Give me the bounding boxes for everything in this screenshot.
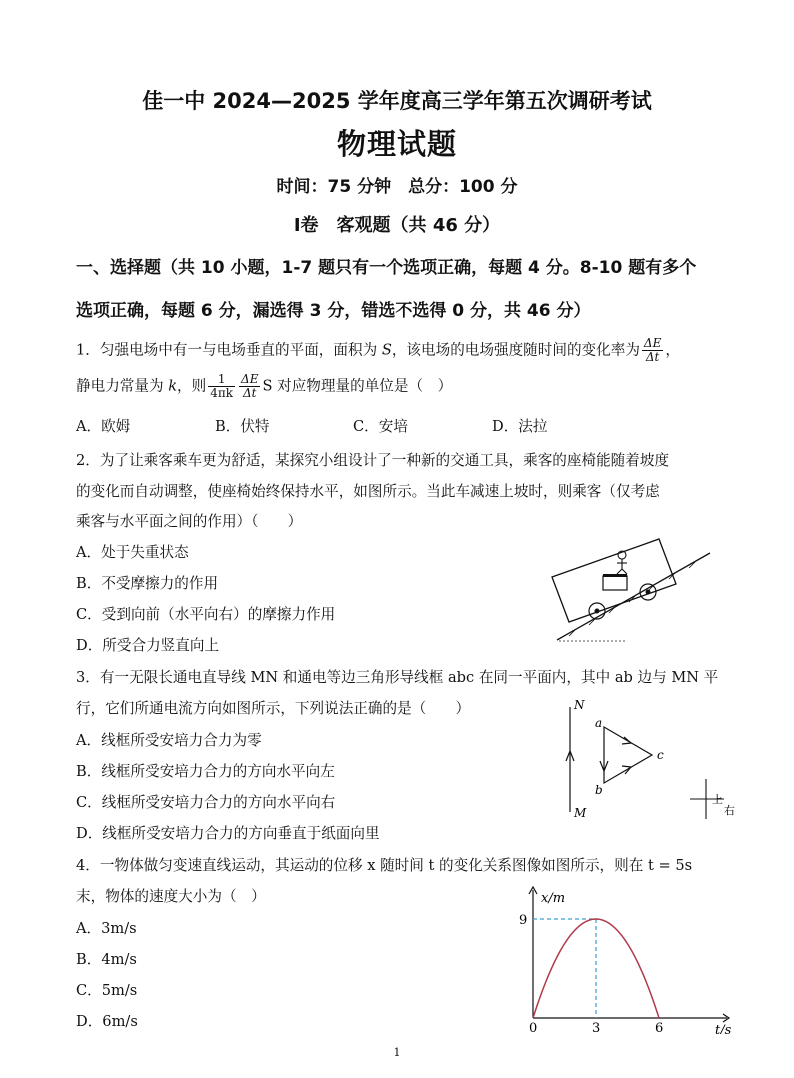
q3-option-a: A．线框所受安培力合力为零	[76, 732, 262, 749]
section-heading-line2: 选项正确，每题 6 分，漏选得 3 分，错选不选得 0 分，共 46 分）	[76, 301, 591, 321]
q2-line3: 乘客与水平面之间的作用）（ ）	[76, 513, 303, 530]
wire-triangle-figure	[560, 697, 750, 822]
label-c: c	[657, 748, 664, 762]
seat-top	[603, 574, 627, 577]
label-a: a	[595, 716, 603, 730]
y-tick-label-9: 9	[519, 913, 528, 928]
q4-line2: 末，物体的速度大小为（ ）	[76, 888, 266, 905]
x-tick-label-6: 6	[655, 1021, 664, 1034]
page-number: 1	[393, 1046, 401, 1059]
slope-line	[557, 553, 710, 640]
q1-fraction-constant: $\frac{1}{4\pi k}$	[210, 372, 234, 400]
xt-graph	[505, 882, 745, 1034]
q2-option-b: B．不受摩擦力的作用	[76, 575, 219, 592]
q3-option-b: B．线框所受安培力合力的方向水平向左	[76, 763, 335, 780]
y-axis-label: x/m	[541, 891, 566, 906]
q3-line1: 3．有一无限长通电直导线 MN 和通电等边三角形导线框 abc 在同一平面内，其中 ab 边与 MN 平	[76, 669, 719, 686]
slope-vehicle-figure	[545, 535, 715, 647]
q1-fraction-rate2: $\frac{\Delta E}{\Delta t}$	[241, 372, 259, 400]
q3-option-c: C．线框所受安培力合力的方向水平向右	[76, 794, 336, 811]
section-heading-line1: 一、选择题（共 10 小题，1-7 题只有一个选项正确，每题 4 分。8-10 题有多个	[76, 258, 697, 278]
q1-option-d: D．法拉	[492, 418, 548, 435]
q3-option-d: D．线框所受安培力合力的方向垂直于纸面向里	[76, 825, 380, 842]
q4-option-c: C．5m/s	[76, 982, 138, 999]
seat-base	[603, 576, 627, 590]
q4-option-d: D．6m/s	[76, 1013, 138, 1030]
q1-option-b: B．伏特	[215, 418, 270, 435]
exam-school-line: 佳一中 2024—2025 学年度高三学年第五次调研考试	[142, 89, 652, 113]
label-right: 右	[724, 804, 735, 817]
triangle-frame	[604, 727, 652, 783]
x-tick-label-0: 0	[529, 1021, 538, 1034]
q2-option-c: C．受到向前（水平向右）的摩擦力作用	[76, 606, 336, 623]
q2-line1: 2．为了让乘客乘车更为舒适，某探究小组设计了一种新的交通工具，乘客的座椅能随着坡度	[76, 452, 670, 469]
exam-volume-title: Ⅰ卷 客观题（共 46 分）	[293, 215, 501, 236]
x-axis-label: t/s	[715, 1023, 732, 1034]
q1-option-c: C．安培	[353, 418, 408, 435]
q4-option-b: B．4m/s	[76, 951, 137, 968]
label-b: b	[595, 783, 603, 797]
exam-time-score: 时间：75 分钟 总分：100 分	[276, 177, 518, 197]
q2-line2: 的变化而自动调整，使座椅始终保持水平，如图所示。当此车减速上坡时，则乘客（仅考虑	[76, 483, 660, 500]
q3-line2: 行，它们所通电流方向如图所示，下列说法正确的是（ ）	[76, 700, 471, 717]
label-m: M	[574, 806, 587, 820]
label-n: N	[574, 698, 585, 712]
q1-fraction-rate: $\frac{\Delta E}{\Delta t}$	[643, 336, 662, 364]
vehicle-body	[552, 539, 676, 622]
q2-option-a: A．处于失重状态	[76, 544, 189, 561]
q1-line2: 静电力常量为 k，则 $\frac{1}{4\pi k}$ $\frac{\Delta E}{\Delta t}$ S 对应物理量的单位是（ ）	[76, 372, 453, 400]
q1-line1: 1．匀强电场中有一与电场垂直的平面，面积为 S，该电场的电场强度随时间的变化率为 $\frac{\Delta E}{\Delta t}$ ，	[76, 336, 680, 364]
q4-option-a: A．3m/s	[76, 920, 137, 937]
exam-subject-title: 物理试题	[336, 127, 457, 161]
label-up: 上	[712, 793, 723, 806]
q2-option-d: D．所受合力竖直向上	[76, 637, 220, 654]
q1-option-a: A．欧姆	[76, 418, 131, 435]
x-tick-label-3: 3	[592, 1021, 601, 1034]
q4-line1: 4．一物体做匀变速直线运动，其运动的位移 x 随时间 t 的变化关系图像如图所示，则在 t = 5s	[76, 857, 693, 874]
